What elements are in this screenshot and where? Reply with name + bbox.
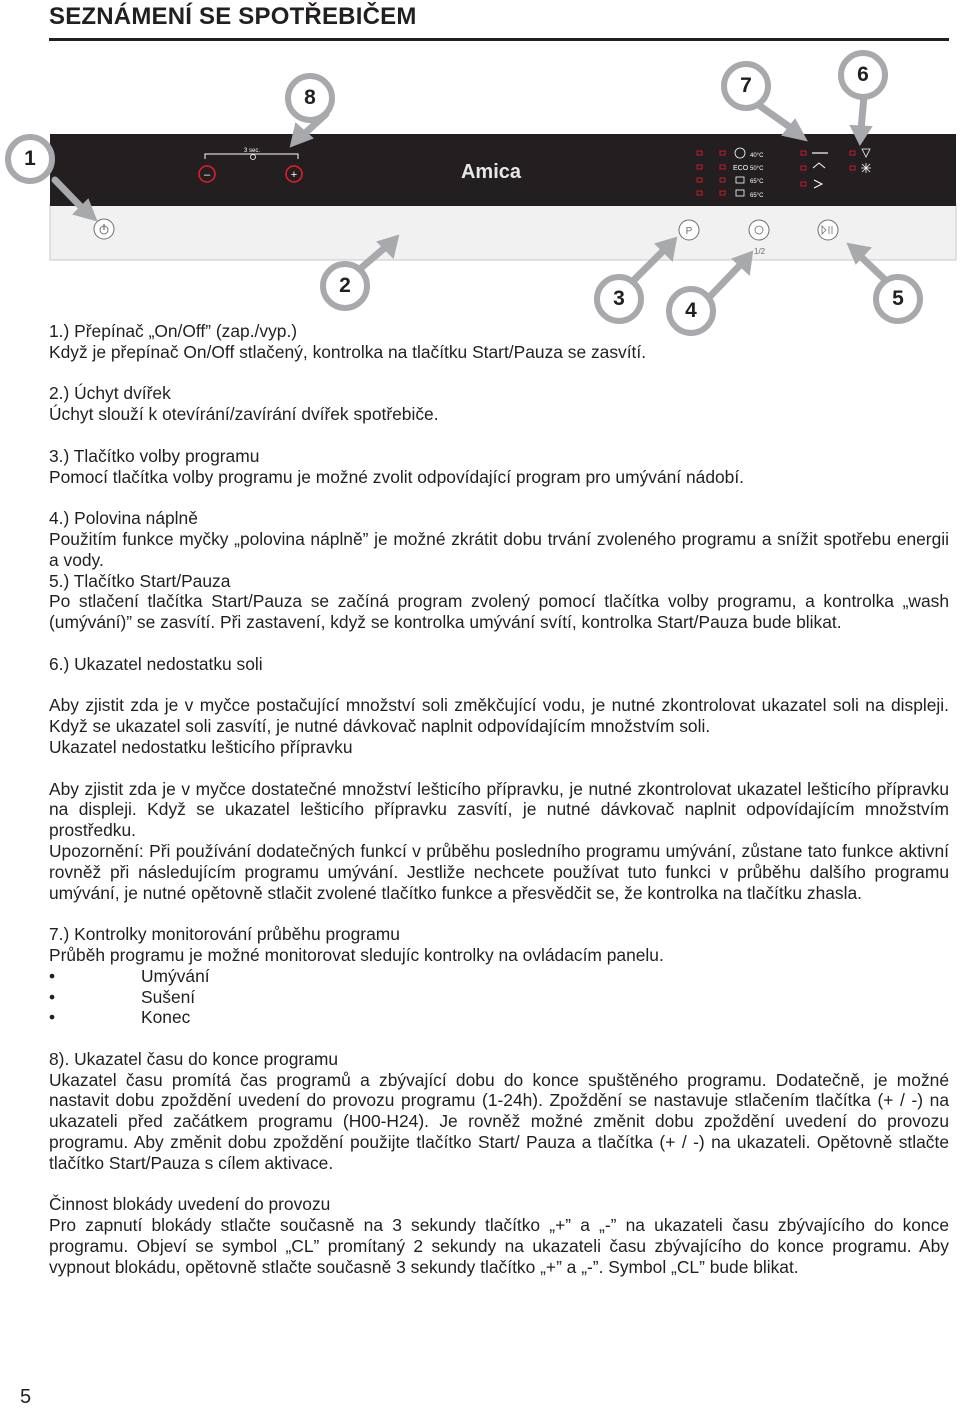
list-item: • Sušení (49, 986, 196, 1007)
list-item: • Umývání (49, 965, 210, 986)
callout-7: 7 (721, 61, 771, 111)
section-1-title: 1.) Přepínač „On/Off” (zap./vyp.) (49, 321, 298, 341)
start-pause-button (818, 220, 838, 240)
half-load-label: 1/2 (754, 247, 766, 256)
callout-1: 1 (5, 134, 55, 184)
manual-text (49, 321, 949, 1278)
section-2-title: 2.) Úchyt dvířek (49, 383, 171, 404)
callout-8: 8 (285, 73, 335, 123)
temp-4: 65°C (750, 193, 764, 199)
callout-4: 4 (666, 286, 716, 336)
plus-label: + (290, 169, 298, 181)
section-3-text: Pomocí tlačítka volby programu je možné zvolit odpovídající program pro umývání nádobí. (49, 466, 744, 487)
temp-2: 50°C (750, 166, 764, 172)
section-7-title: 7.) Kontrolky monitorování průběhu programu (49, 924, 400, 945)
section-3-title: 3.) Tlačítko volby programu (49, 445, 260, 466)
section-9-text: Pro zapnutí blokády stlačte současně na 3 sekundy tlačítko „+” a „-” na ukazateli času zbývajícího do konce programu. Objeví se symbol „CL” promítaný 2 sekundy na ukazateli času zbývajícího do konce programu. Aby vypnout blokádu, opětovně stlačte současně 3 sekundy tlačítko „+” a „-”. Symbol „CL” bude blikat. (49, 1215, 949, 1277)
half-load-button (749, 220, 769, 240)
timer-label: 3 sec. (244, 148, 261, 154)
brand-logo: Amica (460, 161, 522, 183)
section-8-title: 8). Ukazatel času do konce programu (49, 1048, 339, 1069)
section-5-text: Po stlačení tlačítka Start/Pauza se začíná program zvolený pomocí tlačítka volby programu, a kontrolka „wash (umývání)” se zasvítí. Při zastavení, když se kontrolka umývání svítí, kontrolka Start/Pauza bude blikat. (49, 591, 949, 633)
section-4-title: 4.) Polovina náplně (49, 508, 198, 529)
temp-3: 65°C (750, 179, 764, 185)
section-6b-text: Aby zjistit zda je v myčce dostatečné množství lešticího přípravku, je nutné zkontrolovat ukazatel lešticího přípravku na displeji. Když se ukazatel lešticího přípravku zasvítí, je nutné dávkovač naplnit odpovídajícím množstvím prostředku. (49, 778, 949, 841)
control-panel-illustration (0, 40, 960, 330)
section-5-title: 5.) Tlačítko Start/Pauza (49, 570, 231, 591)
page-title: SEZNÁMENÍ SE SPOTŘEBIČEM (49, 3, 417, 30)
section-8-text: Ukazatel času promítá čas programů a zbývající dobu do konce spuštěného programu. Dodatečně, je možné nastavit dobu zpoždění uvedení do provozu programu (1-24h). Zpoždění se nastavuje stlačením tlačítka (+ / -) na ukazateli před začátkem programu (H00-H24). Je rovněž možné změnit dobu zpoždění uvedení do provozu programu. Aby změnit dobu zpoždění použijte tlačítko Start/ Pauza a tlačítka (+ / -) na ukazateli. Opětovně stlačte tlačítko Start/Pauza s cílem aktivace. (49, 1069, 949, 1173)
section-9-title: Činnost blokády uvedení do provozu (49, 1194, 331, 1215)
section-1-text: Když je přepínač On/Off stlačený, kontrolka na tlačítku Start/Pauza se zasvítí. (49, 341, 647, 362)
minus-label: – (203, 169, 211, 181)
program-button-label: P (685, 226, 693, 237)
callout-3: 3 (594, 274, 644, 324)
control-panel-drawing (0, 40, 960, 330)
callout-5: 5 (873, 274, 923, 324)
callout-6: 6 (838, 50, 888, 100)
section-6c-warning: Upozornění: Při používání dodatečných funkcí v průběhu posledního programu umývání, zůstane tato funkce aktivní rovněž při následujícím programu umývání. Jestliže nechcete používat tuto funkci v průběhu dalšího programu umývání, je nutné opětovně stlačit zvolené tlačítko funkce a přesvědčit se, že kontrolka na tlačítku zhasla. (49, 840, 949, 903)
section-2-text: Úchyt slouží k otevírání/zavírání dvířek spotřebiče. (49, 404, 439, 425)
rinse-aid-icon (861, 163, 871, 173)
section-4-text: Použitím funkce myčky „polovina náplně” je možné zkrátit dobu trvání zvoleného programu a snížit spotřebu energii a vody. (49, 528, 949, 570)
section-6-text: Aby zjistit zda je v myčce postačující množství soli změkčující vodu, je nutné zkontrolovat ukazatel soli na displeji. Když se ukazatel soli zasvítí, je nutné dávkovač naplnit odpovídajícím množstvím soli. (49, 695, 949, 737)
temp-1: 40°C (750, 153, 764, 159)
eco-label: ECO (733, 165, 749, 172)
callout-2: 2 (320, 261, 370, 311)
section-6b-title: Ukazatel nedostatku lešticího přípravku (49, 736, 353, 757)
page-number: 5 (20, 1386, 32, 1408)
section-6-title: 6.) Ukazatel nedostatku soli (49, 653, 263, 674)
list-item: • Konec (49, 1007, 191, 1028)
section-7-text: Průběh programu je možné monitorovat sledujíc kontrolky na ovládacím panelu. (49, 944, 664, 965)
